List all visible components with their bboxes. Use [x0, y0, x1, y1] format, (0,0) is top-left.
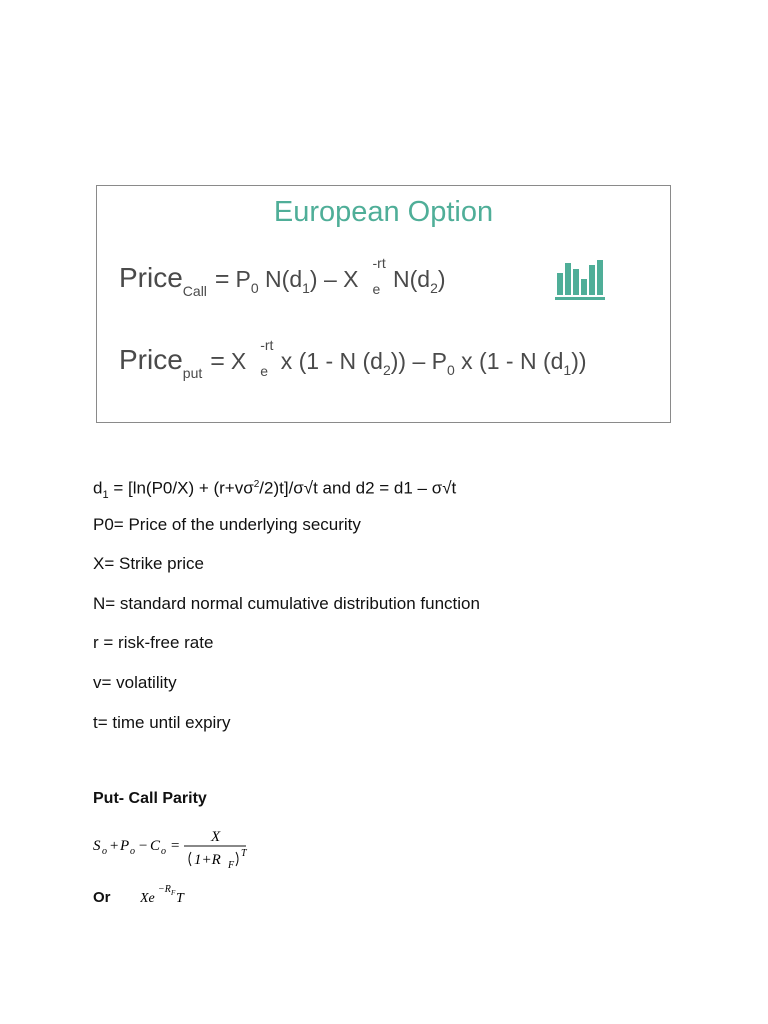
call-price-formula — [119, 255, 446, 299]
put-part4: )) — [571, 348, 587, 374]
c-sub: o — [161, 846, 166, 857]
e-subscript: e — [260, 363, 269, 379]
definition-item: t= time until expiry — [93, 712, 231, 732]
d1-label: d — [93, 478, 103, 498]
exponent-e — [359, 255, 394, 297]
d2-subscript: 2 — [430, 280, 438, 296]
d1-definition — [93, 473, 480, 513]
x-symbol: X — [230, 348, 247, 374]
definition-item: P0= Price of the underlying security — [93, 514, 361, 534]
definition-item: v= volatility — [93, 672, 177, 692]
t-tail: T — [176, 891, 184, 906]
price-put-label: Price — [119, 344, 183, 375]
p-subscript: 0 — [446, 362, 455, 378]
card-title: European Option — [273, 196, 494, 228]
squared: 2 — [253, 479, 260, 490]
call-subscript: Call — [182, 283, 207, 299]
or-label: Or — [93, 889, 111, 906]
minus: − — [138, 838, 149, 854]
d1-sub: 1 — [102, 489, 109, 502]
equals-sign: = — [214, 265, 230, 293]
t-exponent: T — [241, 848, 247, 859]
equals-sign: = — [210, 347, 225, 375]
f-sub: F — [171, 889, 176, 897]
s-sub: o — [102, 846, 107, 857]
p-sub: o — [130, 846, 135, 857]
price-call-label: Price — [119, 262, 183, 293]
p-subscript: 0 — [250, 280, 259, 296]
d1-subscript: 1 — [563, 362, 572, 378]
s-symbol: S — [93, 838, 101, 854]
put-part3: x (1 - N (d — [454, 348, 564, 374]
alternate-equation — [140, 884, 220, 910]
n-d2: N(d — [393, 266, 431, 292]
put-part2: )) – P — [390, 348, 447, 374]
european-option-card — [96, 185, 671, 423]
d2-subscript: 2 — [382, 362, 391, 378]
minus-x: ) – X — [309, 266, 359, 292]
n-d1: N(d — [258, 266, 303, 292]
numerator: X — [211, 829, 221, 845]
rt-superscript: -rt — [372, 255, 386, 271]
put-part1: x (1 - N (d — [280, 348, 383, 374]
denominator: 1+R — [194, 852, 221, 868]
close-paren: ) — [437, 266, 446, 292]
definition-item: N= standard normal cumulative distribution function — [93, 593, 480, 613]
definitions — [93, 473, 480, 750]
c-symbol: C — [150, 838, 161, 854]
exponent-e — [246, 337, 281, 379]
put-call-parity-title: Put- Call Parity — [93, 790, 207, 807]
xe-base: Xe — [140, 891, 155, 906]
bar-chart-icon — [555, 259, 615, 301]
equals: = — [170, 838, 181, 854]
put-call-parity-equation — [93, 826, 263, 876]
neg-r-exponent: −R — [158, 884, 171, 895]
rf-sub: F — [228, 860, 235, 871]
plus: + — [109, 838, 120, 854]
rt-superscript: -rt — [260, 337, 274, 353]
definition-item: X= Strike price — [93, 554, 205, 574]
p-symbol: P — [120, 838, 130, 854]
definition-item: r = risk-free rate — [93, 633, 214, 653]
d1-formula-b: /2)t]/σ√t and d2 = d1 – σ√t — [259, 478, 457, 498]
p-symbol: P — [235, 266, 251, 292]
d1-subscript: 1 — [302, 280, 310, 296]
d1-formula-a: = [ln(P0/X) + (r+vσ — [108, 478, 254, 498]
put-price-formula — [119, 337, 587, 381]
put-subscript: put — [182, 365, 203, 381]
e-subscript: e — [372, 281, 381, 297]
